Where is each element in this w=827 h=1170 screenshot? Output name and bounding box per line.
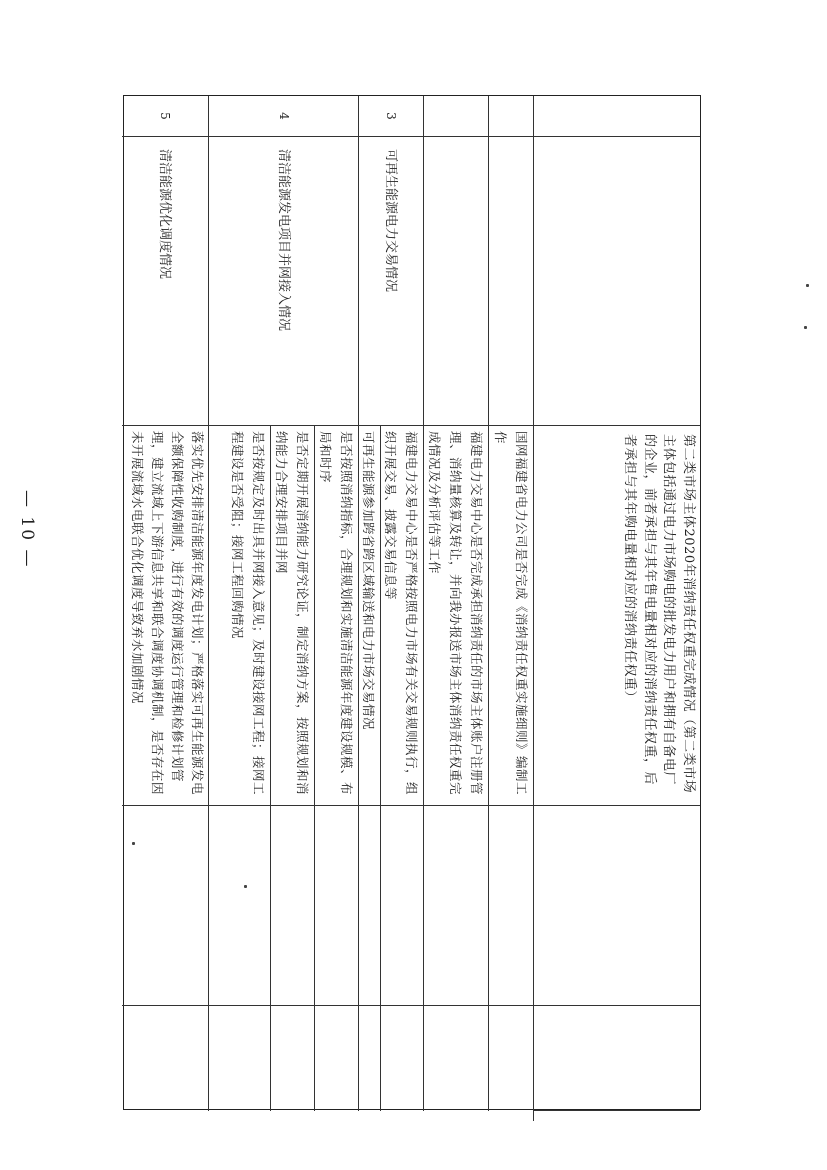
scan-speck [132, 842, 135, 845]
empty-cell [208, 806, 270, 1006]
empty-cell [122, 1006, 208, 1111]
row-item: 可再生能源电力交易情况 [358, 137, 423, 426]
row-item: 清洁能源优化调度情况 [122, 137, 208, 426]
table-row [208, 96, 358, 1109]
row-number [423, 96, 488, 137]
row-requirement: 福建电力交易中心是否严格按照电力市场有关交易规则执行，组织开展交易、披露交易信息等 [380, 426, 423, 806]
empty-cell [533, 806, 700, 1006]
empty-cell [488, 806, 533, 1006]
empty-cell [358, 1006, 380, 1111]
empty-cell [423, 1006, 488, 1111]
empty-cell [358, 806, 380, 1006]
inspection-table [123, 95, 701, 1110]
empty-cell [533, 1111, 700, 1121]
row-requirement: 第二类市场主体2020年消纳责任权重完成情况（第二类市场主体包括通过电力市场购电的批发电力用户和拥有自备电厂的企业，前者承担与其年售电量相对应的消纳责任权重，后者承担与其年购电量相对应的消纳责任权重） [533, 426, 700, 806]
row-item: 清洁能源发电项目并网接入情况 [208, 137, 358, 426]
row-number: 3 [358, 96, 423, 137]
empty-cell [270, 806, 314, 1006]
empty-cell [314, 806, 358, 1006]
page-number: — 10 — [17, 490, 37, 569]
table-row [488, 96, 533, 1109]
row-requirement: 可再生能源参加跨省跨区域输送和电力市场交易情况 [358, 426, 380, 806]
empty-cell [533, 1006, 700, 1111]
row-requirement: 福建电力交易中心是否完成承担消纳责任的市场主体账户注册管理、消纳量核算及转让，并向我办报送市场主体消纳责任权重完成情况及分析评估等工作 [423, 426, 488, 806]
empty-cell [208, 1006, 270, 1111]
row-item [533, 137, 700, 426]
row-number [488, 96, 533, 137]
row-requirement: 落实优先安排清洁能源年度发电计划；严格落实可再生能源发电全额保障性收购制度，进行有效的调度运行管理和检修计划管理，建立流域上下游信息共享和联合调度协调机制，是否存在因未开展流域水电联合优化调度导致弃水加剧情况 [122, 426, 208, 806]
empty-cell [270, 1006, 314, 1111]
row-requirement: 国网福建省电力公司是否完成《消纳责任权重实施细则》编制工作 [488, 426, 533, 806]
row-item [423, 137, 488, 426]
scan-speck [806, 284, 809, 287]
empty-cell [488, 1006, 533, 1111]
row-number: 4 [208, 96, 358, 137]
table-row [358, 96, 423, 1109]
table-row [533, 96, 700, 1109]
empty-cell [122, 806, 208, 1006]
empty-cell [314, 1006, 358, 1111]
row-requirement: 是否定期开展消纳能力研究论证，制定消纳方案，按照规划和消纳能力合理安排项目并网 [270, 426, 314, 806]
scan-speck [804, 326, 807, 329]
scan-speck [244, 885, 247, 888]
table-row [423, 96, 488, 1109]
row-number: 5 [122, 96, 208, 137]
row-requirement: 是否按照消纳指标，合理规划和实施清洁能源年度建设规模、布局和时序 [314, 426, 358, 806]
table-row [122, 96, 208, 1109]
empty-cell [423, 806, 488, 1006]
row-number [533, 96, 700, 137]
empty-cell [380, 806, 423, 1006]
row-item [488, 137, 533, 426]
empty-cell [380, 1006, 423, 1111]
row-requirement: 是否按规定及时出具并网接入意见；及时建设接网工程；接网工程建设是否受阻；接网工程回购情况 [208, 426, 270, 806]
